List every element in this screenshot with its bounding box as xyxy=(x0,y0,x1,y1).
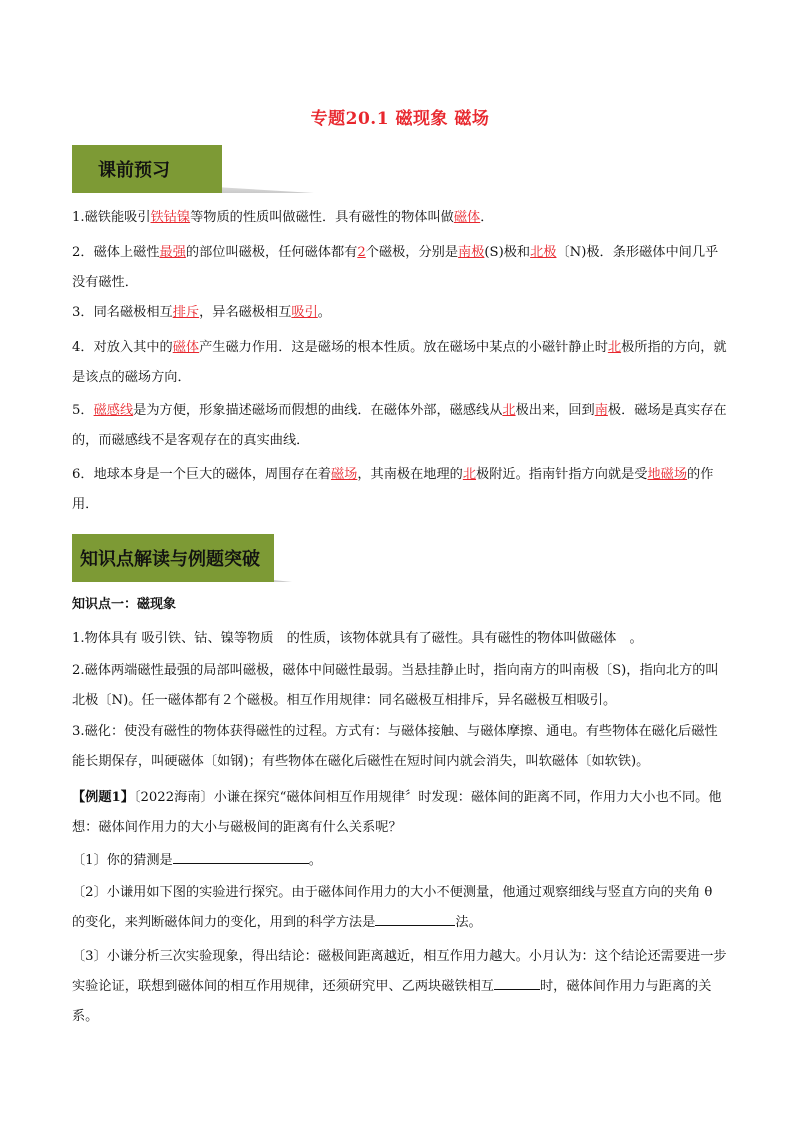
paragraph-6: 6．地球本身是一个巨大的磁体，周围存在着磁场，其南极在地理的北极附近。指南针指方向就是受地磁场的作用． xyxy=(72,467,714,512)
sub-question-1: 〔1〕你的猜测是 。 xyxy=(72,846,728,876)
sub-question-2: 〔2〕小谦用如下图的实验进行探究。由于磁体间作用力的大小不便测量，他通过观察细线与竖直方向的夹角 θ 的变化，来判断磁体间力的变化，用到的科学方法是 法。 xyxy=(72,885,713,930)
paragraph-3: 3．同名磁极相互排斥，异名磁极相互吸引。 xyxy=(72,305,331,320)
example-1: 【例题1】〔2022海南〕小谦在探究“磁体间相互作用规律〞时发现：磁体间的距离不同，作用力大小也不同。他想：磁体间作用力的大小与磁极间的距离有什么关系呢？ xyxy=(72,790,722,835)
knowledge-point-heading: 知识点一：磁现象 xyxy=(72,597,177,612)
section-title: 课前预习 xyxy=(72,145,222,193)
point-3: 3.磁化：使没有磁性的物体获得磁性的过程。方式有：与磁体接触、与磁体摩擦、通电。有些物体在磁化后磁性能长期保存，叫硬磁体〔如钢)；有些物体在磁化后磁性在短时间内就会消失，叫软磁体〔如软铁)。 xyxy=(72,724,718,769)
section-title: 知识点解读与例题突破 xyxy=(72,534,274,582)
paragraph-4: 4．对放入其中的磁体产生磁力作用．这是磁场的根本性质。放在磁场中某点的小磁针静止时北极所指的方向，就是该点的磁场方向． xyxy=(72,340,727,385)
point-1: 1.物体具有 吸引铁、钴、镍等物质 的性质，该物体就具有了磁性。具有磁性的物体叫做磁体 。 xyxy=(72,631,643,646)
point-2: 2.磁体两端磁性最强的局部叫磁极，磁体中间磁性最弱。当悬挂静止时，指向南方的叫南极〔S)，指向北方的叫北极〔N)。任一磁体都有２个磁极。相互作用规律：同名磁极互相排斥，异名磁极互相吸引。 xyxy=(72,663,719,708)
paragraph-1: 1.磁铁能吸引铁钴镍等物质的性质叫做磁性．具有磁性的物体叫做磁体． xyxy=(72,210,494,225)
page-title: 专题20.1 磁现象 磁场 xyxy=(310,109,490,129)
answer-blank[interactable] xyxy=(494,975,540,990)
section-banner-knowledge xyxy=(72,534,294,582)
answer-blank[interactable] xyxy=(375,911,455,926)
section-banner-preview xyxy=(72,145,292,193)
sub-question-3: 〔3〕小谦分析三次实验现象，得出结论：磁极间距离越近，相互作用力越大。小月认为：这个结论还需要进一步实验论证，联想到磁体间的相互作用规律，还须研究甲、乙两块磁铁相互 时，磁体间作用力与距离的关系。 xyxy=(72,949,727,1024)
paragraph-2: 2．磁体上磁性最强的部位叫磁极，任何磁体都有2个磁极，分别是南极(S)极和北极〔N)极．条形磁体中间几乎没有磁性． xyxy=(72,245,719,290)
paragraph-5: 5．磁感线是为方便，形象描述磁场而假想的曲线．在磁体外部，磁感线从北极出来，回到南极．磁场是真实存在的，而磁感线不是客观存在的真实曲线． xyxy=(72,403,727,448)
answer-blank[interactable] xyxy=(173,849,309,864)
